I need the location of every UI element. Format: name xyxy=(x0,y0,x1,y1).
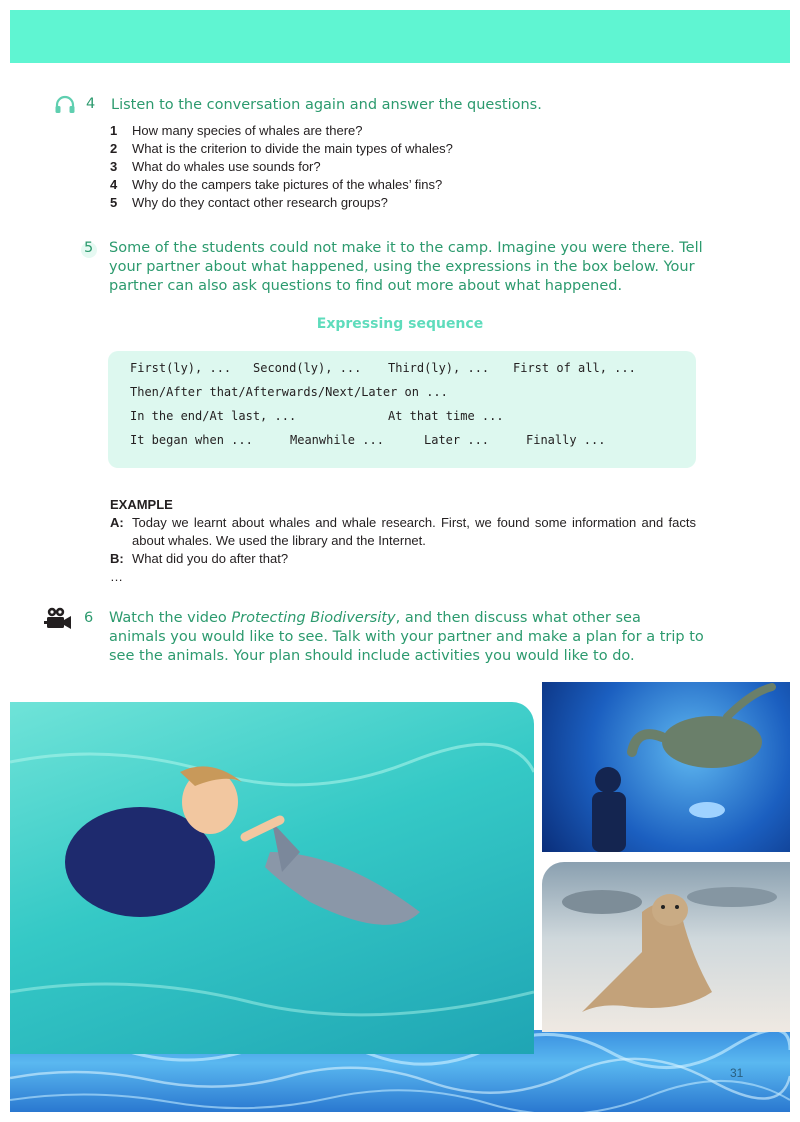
expression: First of all, ... xyxy=(513,361,636,375)
ellipsis: … xyxy=(110,569,123,584)
q4-number: 4 xyxy=(86,96,96,112)
q5-number: 5 xyxy=(84,240,94,256)
list-item: 4 Why do the campers take pictures of the whales’ fins? xyxy=(110,177,443,192)
video-title: Protecting Biodiversity xyxy=(231,610,396,626)
q5-instruction-line-2: your partner about what happened, using the expressions in the box below. Your xyxy=(109,259,695,275)
list-item: 3 What do whales use sounds for? xyxy=(110,159,321,174)
q6-number: 6 xyxy=(84,610,94,626)
expression: In the end/At last, ... xyxy=(130,409,297,423)
expressions-box xyxy=(108,351,696,468)
top-banner xyxy=(10,10,790,63)
list-item: 2 What is the criterion to divide the main types of whales? xyxy=(110,141,453,156)
aquarium-turtle-photo xyxy=(542,682,790,852)
list-item: 1 How many species of whales are there? xyxy=(110,123,363,138)
expression: Meanwhile ... xyxy=(290,433,384,447)
q6-instruction-line-2: animals you would like to see. Talk with your partner and make a plan for a trip to xyxy=(109,629,704,645)
q5-instruction-line-1: Some of the students could not make it to the camp. Imagine you were there. Tell xyxy=(109,240,703,256)
q6-instruction-line-1: Watch the video Protecting Biodiversity, and then discuss what other sea xyxy=(109,610,641,626)
expression: At that time ... xyxy=(388,409,504,423)
q4-question-list xyxy=(110,122,530,212)
list-item: 5 Why do they contact other research groups? xyxy=(110,195,388,210)
expression: Second(ly), ... xyxy=(253,361,362,375)
q6-instruction-line-3: see the animals. Your plan should include activities you would like to do. xyxy=(109,648,635,664)
example-dialogue xyxy=(110,496,696,586)
dialogue-line-b: B: What did you do after that? xyxy=(110,551,289,566)
dialogue-line-a: A: Today we learnt about whales and whale research. First, we found some information and facts about whales. We used the library and the Internet. xyxy=(110,515,696,548)
expression: Third(ly), ... xyxy=(388,361,490,375)
headphones-icon xyxy=(54,95,76,115)
video-camera-icon xyxy=(44,606,72,632)
expression: Then/After that/Afterwards/Next/Later on ... xyxy=(130,385,448,399)
expression: Finally ... xyxy=(526,433,606,447)
example-label: EXAMPLE xyxy=(110,497,173,512)
sea-lion-photo xyxy=(542,862,790,1032)
box-title: Expressing sequence xyxy=(316,316,484,332)
page-number: 31 xyxy=(730,1066,744,1080)
dolphin-photo xyxy=(10,702,534,1054)
expression: It began when ... xyxy=(130,433,253,447)
expression: First(ly), ... xyxy=(130,361,232,375)
q5-instruction-line-3: partner can also ask questions to find out more about what happened. xyxy=(109,278,623,294)
expression: Later ... xyxy=(424,433,490,447)
q4-instruction: Listen to the conversation again and answer the questions. xyxy=(111,97,542,113)
